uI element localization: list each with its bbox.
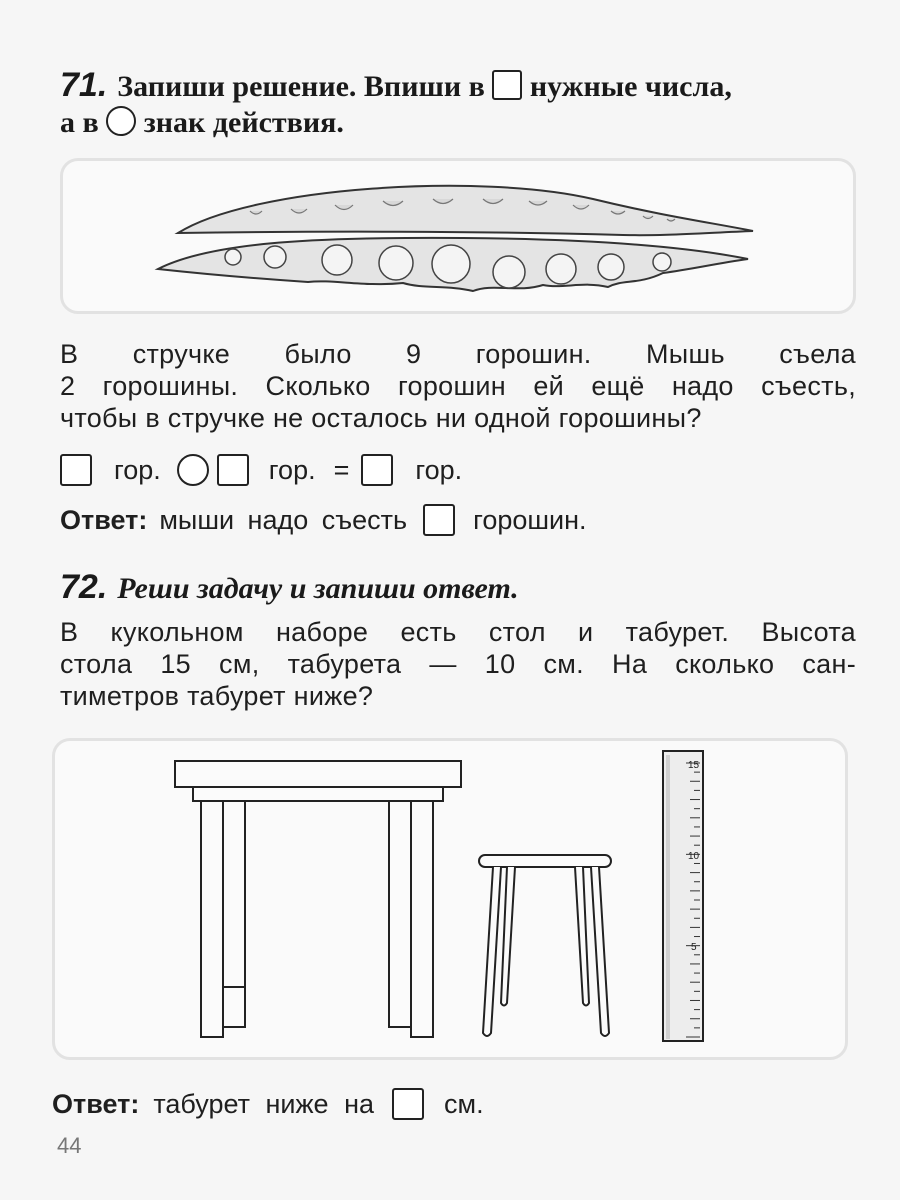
task-71-problem (60, 338, 856, 434)
equals-sign: = (333, 454, 350, 485)
task-72-number: 72. (60, 568, 108, 606)
stool-icon (479, 855, 611, 1036)
unit-label-1: гор. (114, 454, 161, 485)
task-72-answer (52, 1086, 484, 1122)
answer-text-before-72: табурет ниже на (153, 1088, 374, 1119)
answer-text-after-72: см. (444, 1088, 484, 1119)
answer-box-icon (492, 70, 522, 100)
ruler-label-5: 5 (691, 942, 697, 953)
task-71-line-3: чтобы в стручке не осталось ни одной горошины? (60, 403, 702, 433)
ruler-icon (663, 751, 703, 1041)
answer-box-72[interactable] (392, 1088, 424, 1120)
answer-text-after: горошин. (473, 504, 587, 535)
task-71-line-1: В стручке было 9 горошин. Мышь съела (60, 339, 856, 369)
task-71-line-2: 2 горошины. Сколько горошин ей ещё надо съесть, (60, 371, 856, 401)
task-72-heading (60, 570, 519, 606)
operation-circle-icon (106, 106, 136, 136)
task-71-title-part3: а в (60, 106, 99, 139)
task-72-title: Реши задачу и запиши ответ. (117, 572, 519, 605)
unit-label-2: гор. (268, 454, 316, 485)
ruler-label-10: 10 (688, 851, 700, 862)
task-71-equation (60, 452, 462, 488)
answer-box[interactable] (423, 504, 455, 536)
task-72-line-1: В кукольном наборе есть стол и табурет. Высота (60, 617, 856, 647)
task-71-heading (60, 68, 732, 104)
task-71-title-part4: знак действия. (143, 106, 344, 139)
furniture-frame (52, 738, 848, 1060)
ruler-label-15: 15 (688, 760, 700, 771)
task-71-answer (60, 502, 587, 538)
operation-circle[interactable] (177, 454, 209, 486)
pea-pod-frame (60, 158, 856, 314)
task-71-number: 71. (60, 66, 108, 104)
page-number: 44 (57, 1133, 82, 1158)
number-box-2[interactable] (217, 454, 249, 486)
pea-pod-illustration (63, 161, 853, 311)
task-71-title-part1: Запиши решение. Впиши в (117, 70, 485, 103)
task-72-line-3: тиметров табурет ниже? (60, 681, 374, 711)
answer-label: Ответ: (60, 504, 148, 535)
number-box-1[interactable] (60, 454, 92, 486)
task-71-heading-line2 (60, 106, 344, 140)
unit-label-3: гор. (415, 454, 463, 485)
task-71-title-part2: нужные числа, (529, 70, 732, 103)
answer-text-before: мыши надо съесть (159, 504, 408, 535)
answer-label-72: Ответ: (52, 1088, 140, 1119)
task-72-problem (60, 616, 856, 712)
result-box[interactable] (361, 454, 393, 486)
furniture-illustration (55, 741, 845, 1057)
table-icon (175, 761, 461, 1037)
task-72-line-2: стола 15 см, табурета — 10 см. На сколько сан- (60, 649, 856, 679)
